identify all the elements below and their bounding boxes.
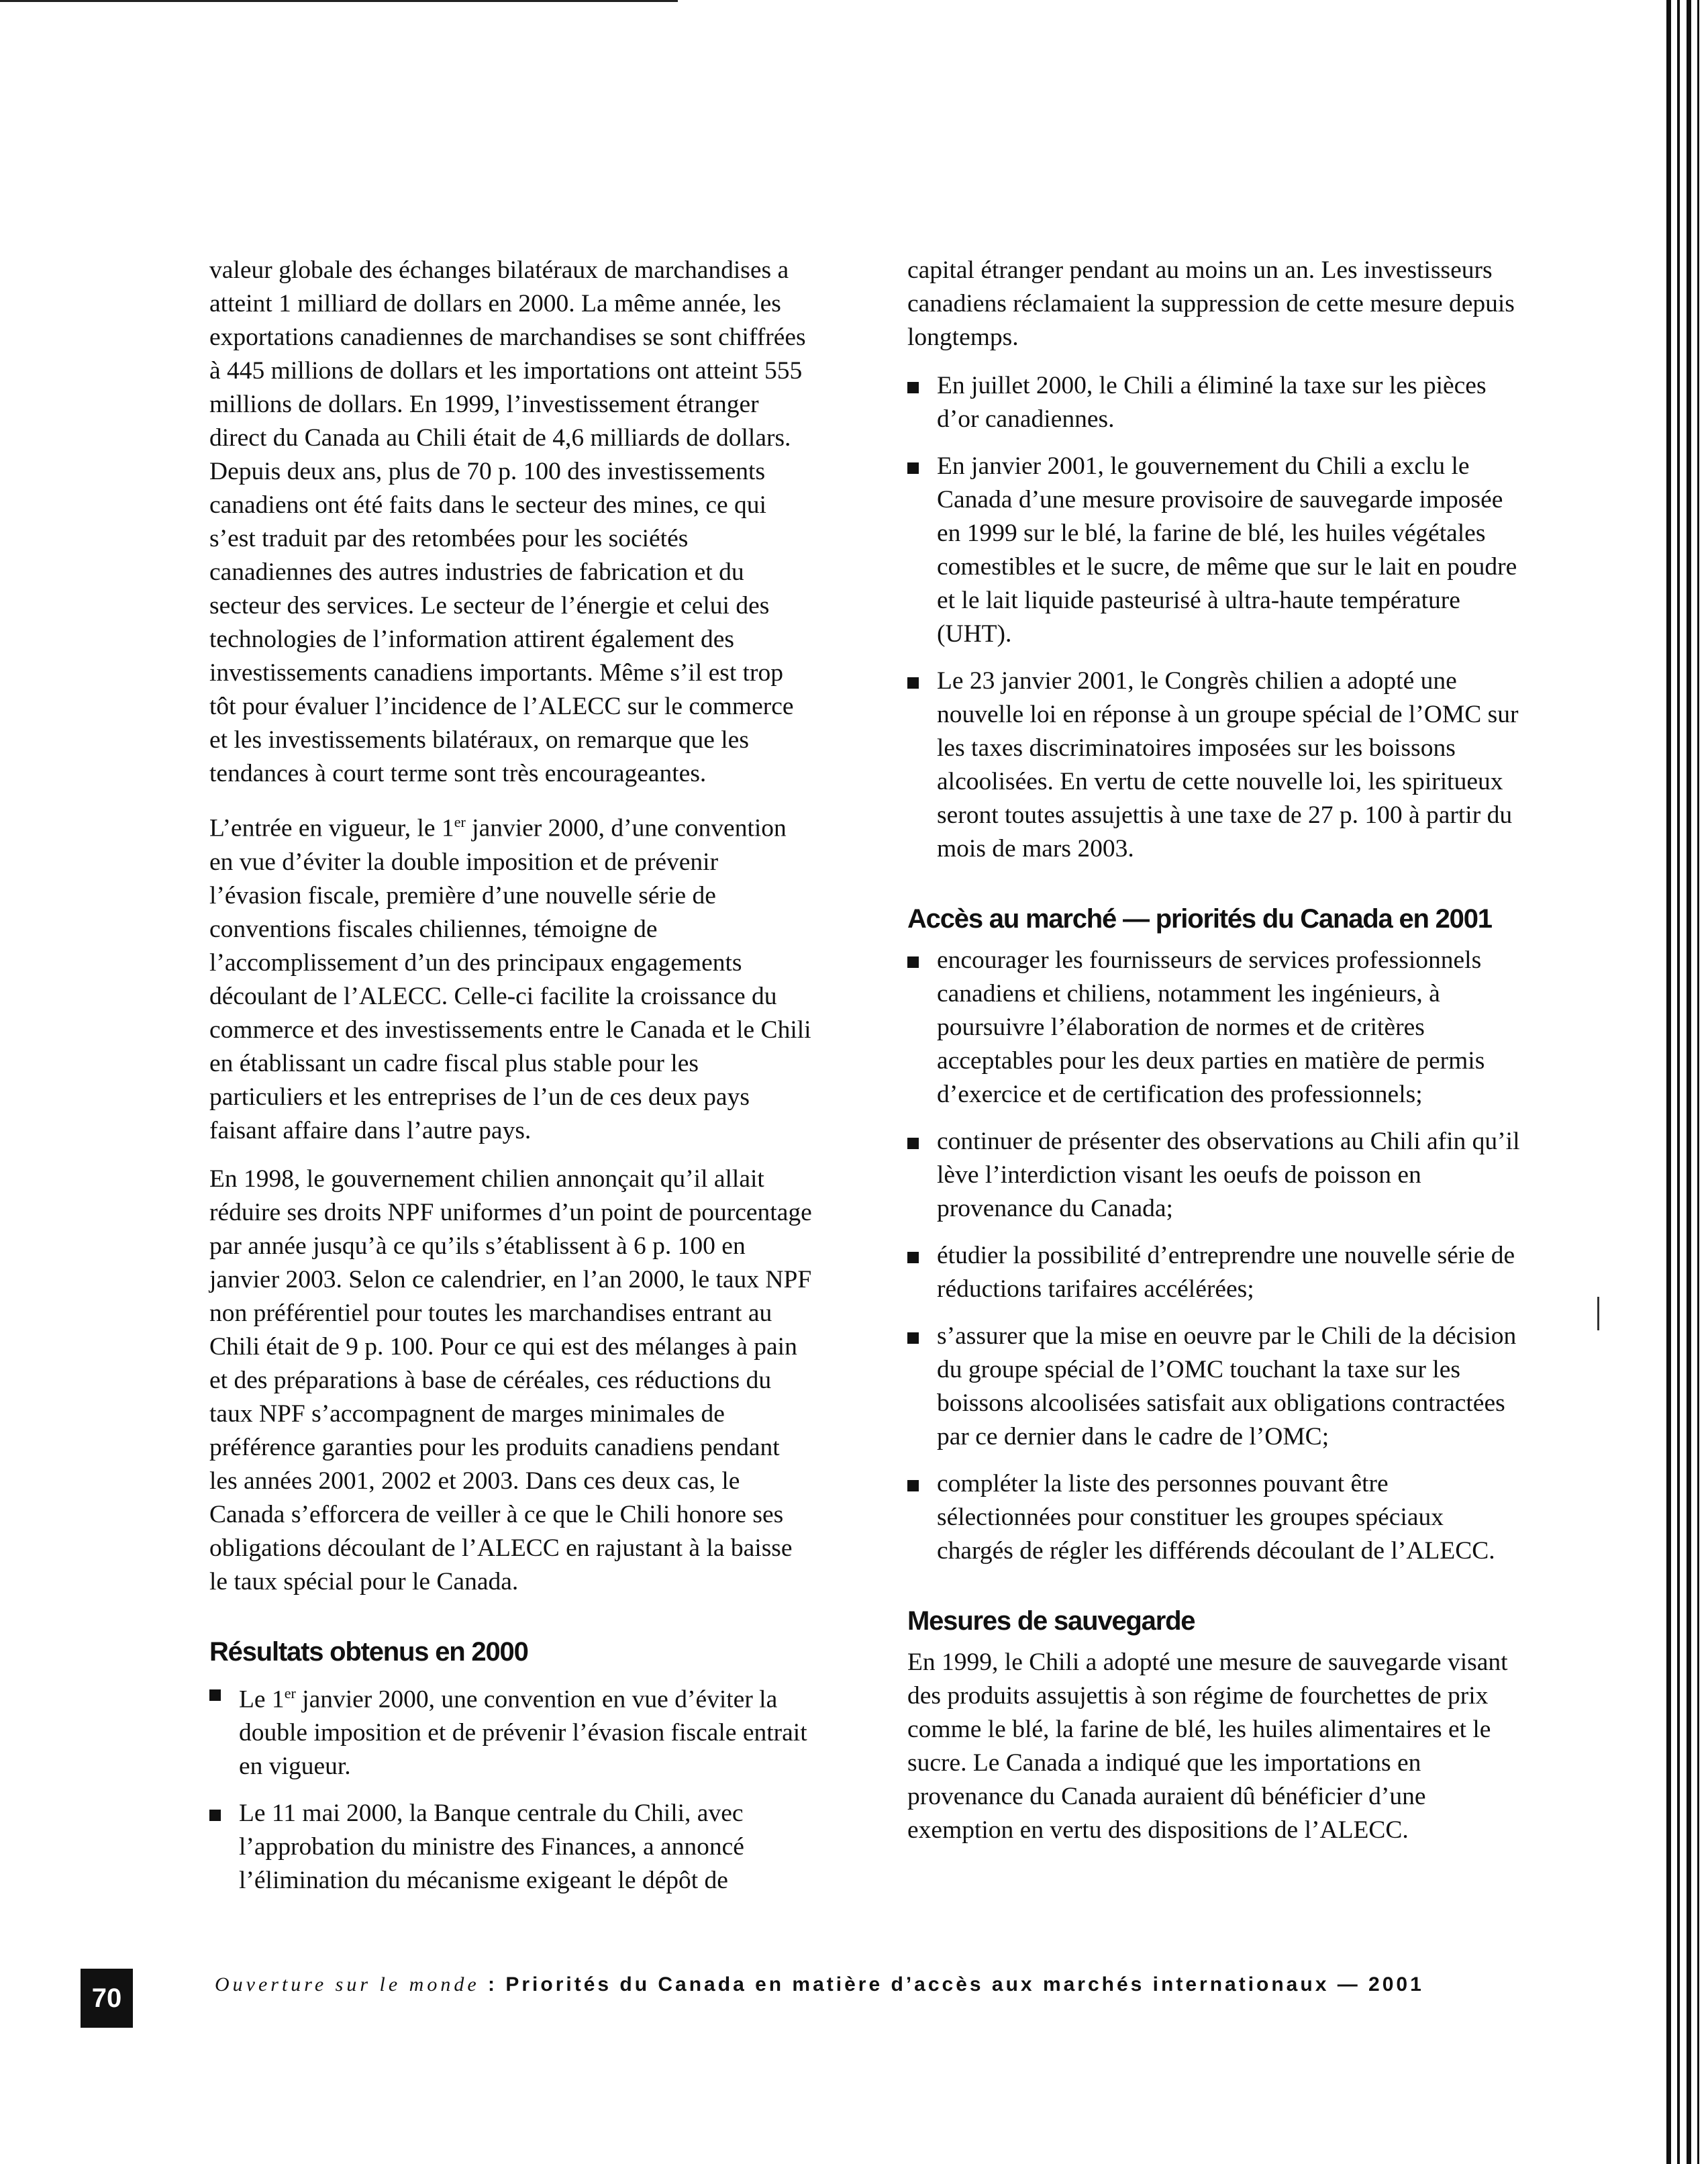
paragraph-continued: capital étranger pendant au moins un an. Les investisseurs canadiens réclamaient la suppression de cette mesure depuis longtemps.	[907, 256, 1515, 351]
list-item: En juillet 2000, le Chili a éliminé la taxe sur les pièces d’or canadiennes.	[907, 369, 1525, 436]
list-item: Le 23 janvier 2001, le Congrès chilien a adopté une nouvelle loi en réponse à un groupe spécial de l’OMC sur les taxes discriminatoires imposées sur les boissons alcoolisées. En vertu de cette nouvelle loi, les spiritueux seront toutes assujettis à une taxe de 27 p. 100 à partir du mois de mars 2003.	[907, 665, 1525, 866]
bullet-square-icon	[907, 1480, 919, 1491]
list-item: compléter la liste des personnes pouvant être sélectionnées pour constituer les groupes spéciaux chargés de régler les différends découlant de l’ALECC.	[907, 1467, 1525, 1568]
priorities-list	[907, 944, 1525, 1568]
top-rule	[0, 0, 678, 2]
footer-separator: :	[479, 1973, 506, 1996]
bullet-square-icon	[907, 462, 919, 474]
footer-title: Ouverture sur le monde	[215, 1973, 480, 1996]
bullet-square-icon	[907, 1332, 919, 1344]
right-column	[907, 254, 1525, 1862]
paragraph-trade-value: valeur globale des échanges bilatéraux de marchandises a atteint 1 milliard de dollars en 2000. La même année, les exportations canadiennes de marchandises se sont chiffrées à 445 millions de dollars et les importations ont atteint 555 millions de dollars. En 1999, l’investissement étranger direct du Canada au Chili était de 4,6 milliards de dollars. Depuis deux ans, plus de 70 p. 100 des investissements canadiens ont été faits dans le secteur des mines, ce qui s’est traduit par des retombées pour les sociétés canadiennes des autres industries de fabrication et du secteur des services. Le secteur de l’énergie et celui des technologies de l’information attirent également des investissements canadiens importants. Même s’il est trop tôt pour évaluer l’incidence de l’ALECC sur le commerce et les investissements bilatéraux, on remarque que les tendances à court terme sont très encourageantes.	[209, 256, 806, 787]
list-item: étudier la possibilité d’entreprendre une nouvelle série de réductions tarifaires accélérées;	[907, 1239, 1525, 1306]
page-edge-bars	[1660, 0, 1708, 2164]
bullet-square-icon	[907, 956, 919, 968]
list-item: En janvier 2001, le gouvernement du Chili a exclu le Canada d’une mesure provisoire de sauvegarde imposée en 1999 sur le blé, la farine de blé, les huiles végétales comestibles et le sucre, de même que sur le lait en poudre et le lait liquide pasteurisé à ultra-haute température (UHT).	[907, 450, 1525, 651]
paragraph-mfn-rates: En 1998, le gouvernement chilien annonçait qu’il allait réduire ses droits NPF uniformes d’un point de pourcentage par année jusqu’à ce qu’ils s’établissent à 6 p. 100 en janvier 2003. Selon ce calendrier, en l’an 2000, le taux NPF non préférentiel pour toutes les marchandises entrant au Chili était de 9 p. 100. Pour ce qui est des mélanges à pain et des préparations à base de céréales, ces réductions du taux NPF s’accompagnent de marges minimales de préférence garanties pour les produits canadiens pendant les années 2001, 2002 et 2003. Dans ces deux cas, le Canada s’efforcera de veiller à ce que le Chili honore ses obligations découlant de l’ALECC en rajustant à la baisse le taux spécial pour le Canada.	[209, 1165, 812, 1595]
paragraph-tax-convention: L’entrée en vigueur, le 1er janvier 2000, d’une convention en vue d’éviter la double imposition et de prévenir l’évasion fiscale, première d’une nouvelle série de conventions fiscales chiliennes, témoigne de l’accomplissement d’un des principaux engagements découlant de l’ALECC. Celle-ci facilite la croissance du commerce et des investissements entre le Canada et le Chili en établissant un cadre fiscal plus stable pour les particuliers et les entreprises de l’un de ces deux pays faisant affaire dans l’autre pays.	[209, 814, 811, 1144]
footer-subtitle: Priorités du Canada en matière d’accès aux marchés internationaux — 2001	[505, 1973, 1424, 1996]
heading-safeguard-measures: Mesures de sauvegarde	[907, 1606, 1195, 1636]
left-column	[209, 254, 813, 1911]
bullet-square-icon	[209, 1810, 221, 1821]
heading-market-access-priorities: Accès au marché — priorités du Canada en 2001	[907, 904, 1492, 934]
bullet-square-icon	[907, 1252, 919, 1263]
bullet-square-icon	[907, 677, 919, 689]
running-footer	[215, 1973, 1490, 1996]
bullet-square-icon	[907, 382, 919, 393]
results-list	[209, 1677, 813, 1898]
heading-results-2000: Résultats obtenus en 2000	[209, 1636, 528, 1667]
results-list-continued	[907, 369, 1525, 866]
paragraph-safeguard: En 1999, le Chili a adopté une mesure de sauvegarde visant des produits assujettis à son régime de fourchettes de prix comme le blé, la farine de blé, les huiles alimentaires et le sucre. Le Canada a indiqué que les importations en provenance du Canada auraient dû bénéficier d’une exemption en vertu des dispositions de l’ALECC.	[907, 1649, 1508, 1844]
list-item: s’assurer que la mise en oeuvre par le Chili de la décision du groupe spécial de l’OMC touchant la taxe sur les boissons alcoolisées satisfait aux obligations contractées par ce dernier dans le cadre de l’OMC;	[907, 1320, 1525, 1454]
page-number: 70	[81, 1969, 133, 2028]
list-item: Le 1er janvier 2000, une convention en vue d’éviter la double imposition et de prévenir l’évasion fiscale entrait en vigueur.	[209, 1677, 813, 1784]
bullet-square-icon	[209, 1689, 221, 1701]
bullet-square-icon	[907, 1138, 919, 1149]
list-item: encourager les fournisseurs de services professionnels canadiens et chiliens, notamment les ingénieurs, à poursuivre l’élaboration de normes et de critères acceptables pour les deux parties en matière de permis d’exercice et de certification des professionnels;	[907, 944, 1525, 1112]
list-item: Le 11 mai 2000, la Banque centrale du Chili, avec l’approbation du ministre des Finances, a annoncé l’élimination du mécanisme exigeant le dépôt de	[209, 1797, 813, 1898]
list-item: continuer de présenter des observations au Chili afin qu’il lève l’interdiction visant les oeufs de poisson en provenance du Canada;	[907, 1125, 1525, 1226]
scan-mark	[1597, 1297, 1599, 1330]
